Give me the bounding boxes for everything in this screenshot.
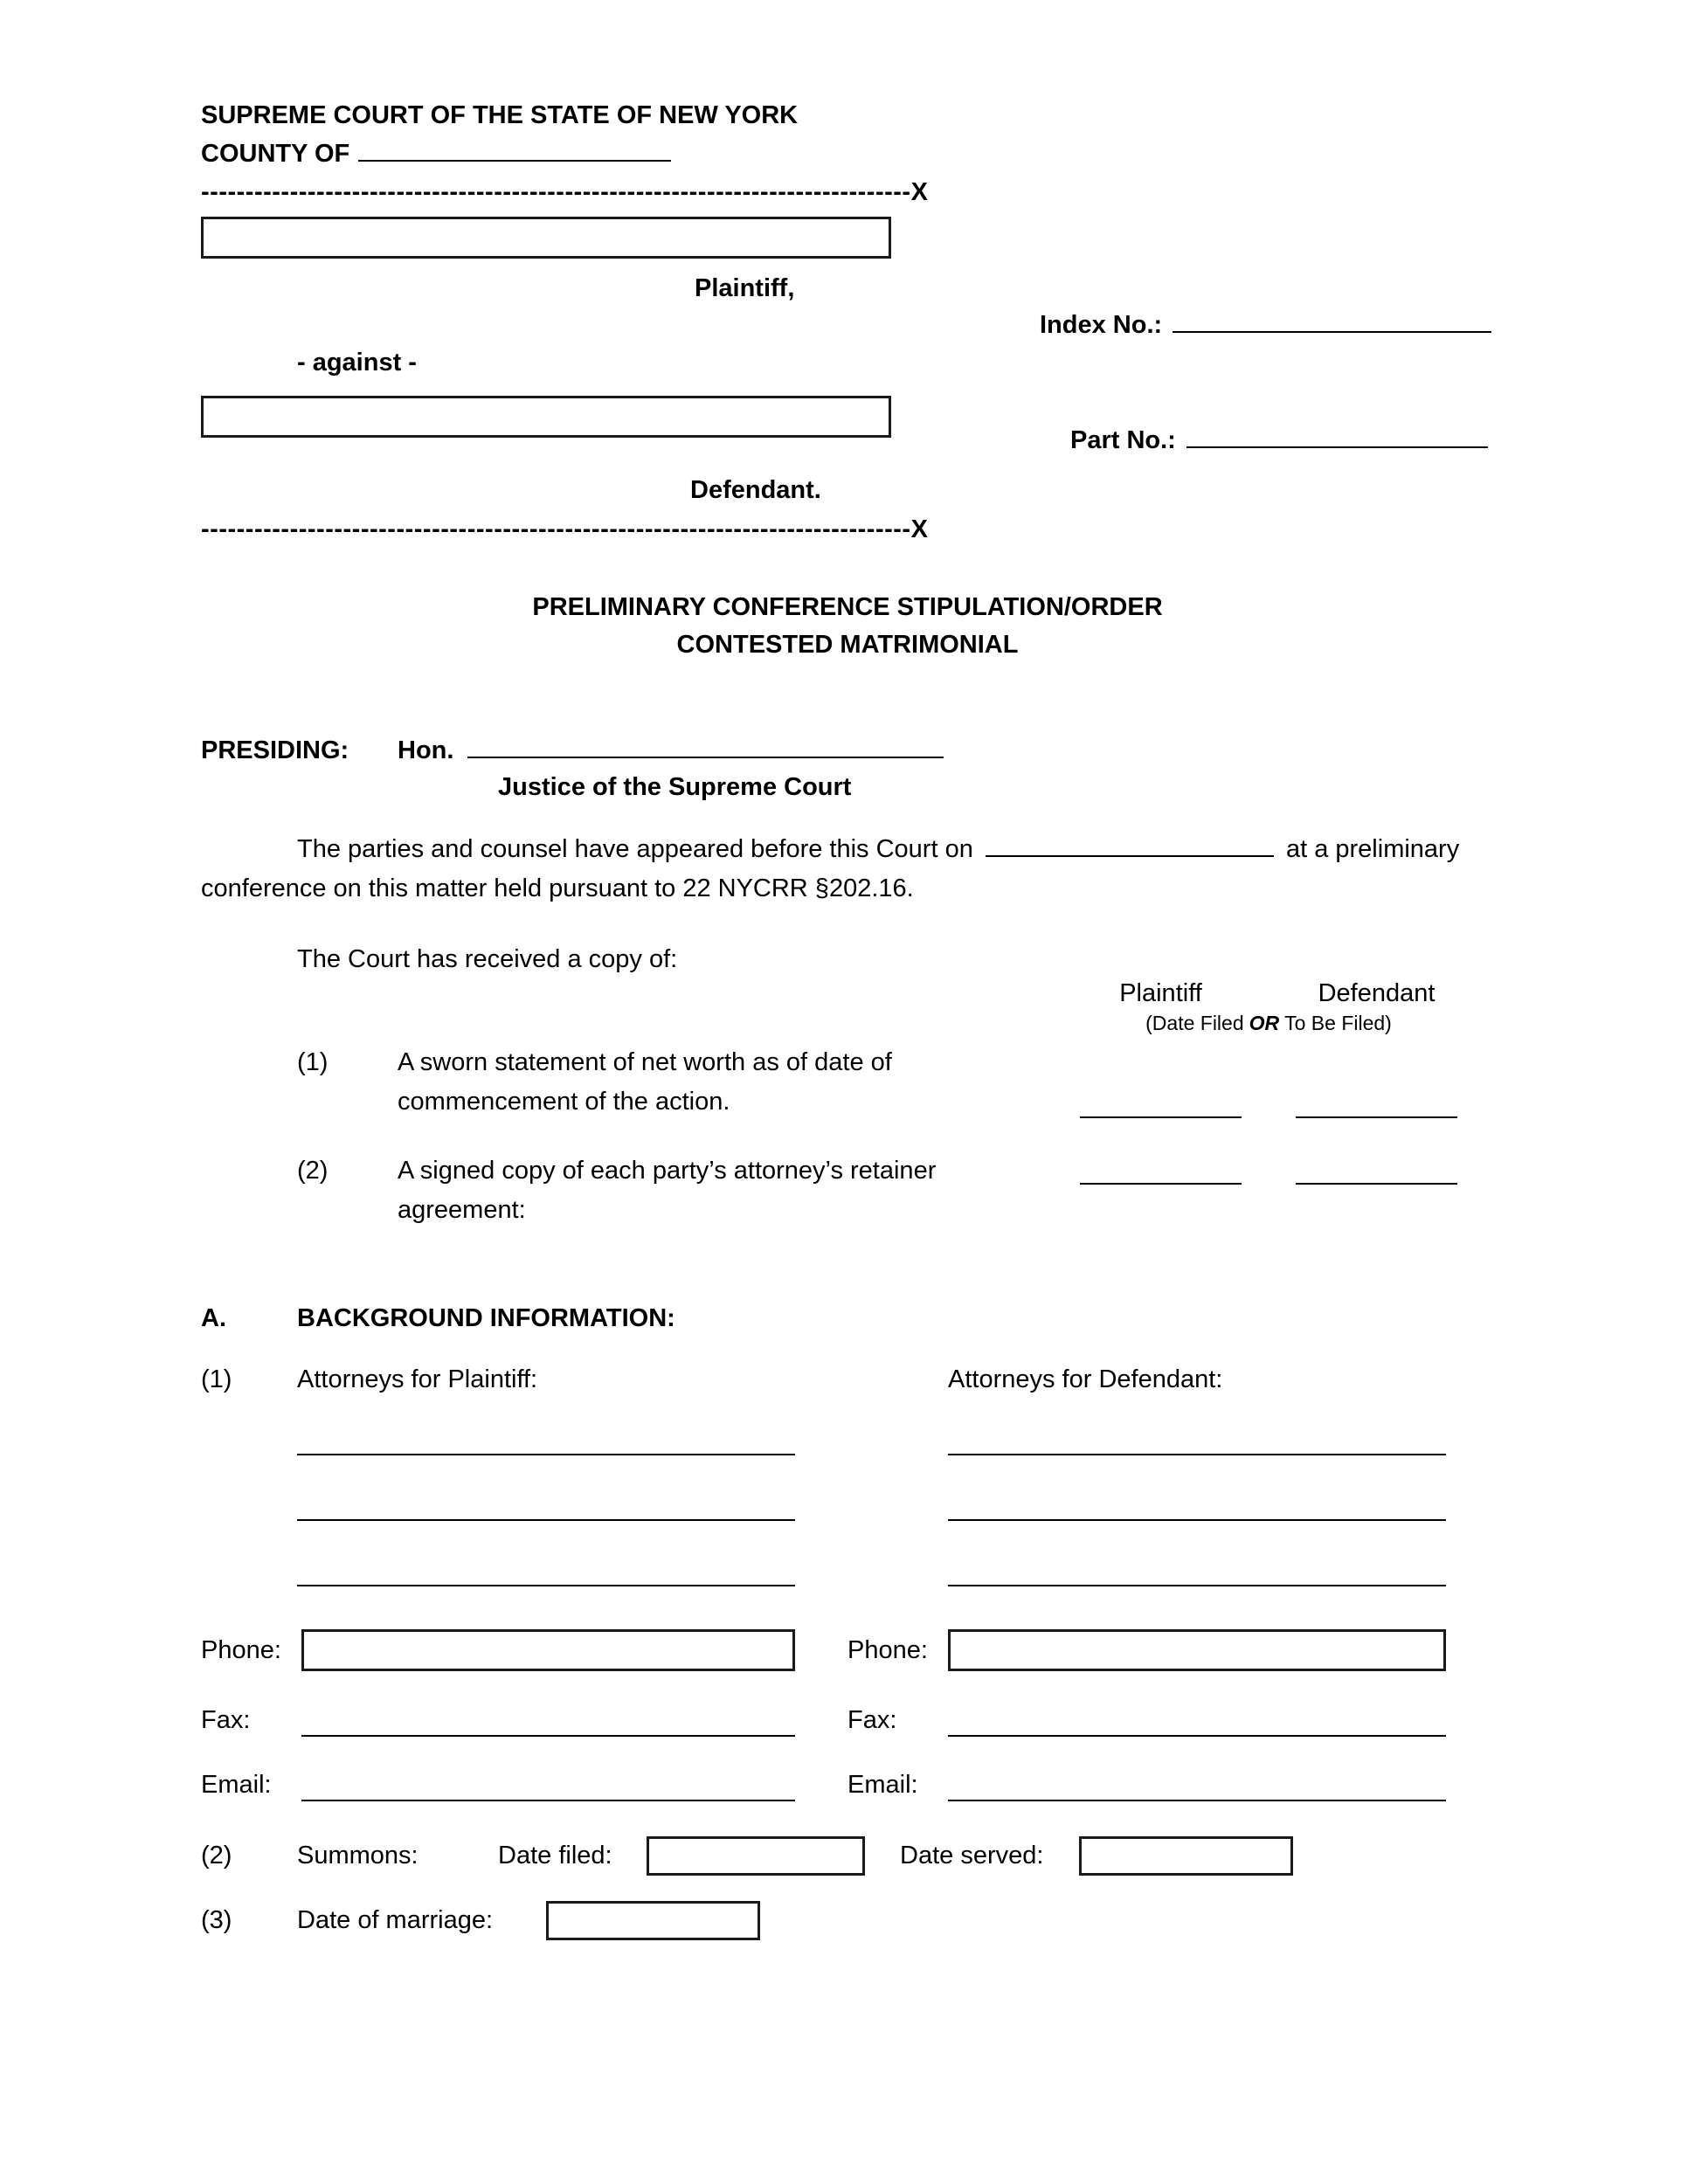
fax-row xyxy=(201,1704,1494,1737)
note-pre: (Date Filed xyxy=(1145,1012,1244,1034)
attorneys-plaintiff-label: Attorneys for Plaintiff: xyxy=(297,1365,538,1393)
item-number: (2) xyxy=(297,1157,329,1185)
attorneys-defendant-label: Attorneys for Defendant: xyxy=(948,1365,1223,1393)
presiding-line xyxy=(201,732,1494,769)
doc-title-line2: CONTESTED MATRIMONIAL xyxy=(676,631,1019,659)
section-a-title: BACKGROUND INFORMATION: xyxy=(297,1304,675,1332)
appearance-date-blank xyxy=(986,832,1274,857)
address-gap xyxy=(795,1429,948,1455)
plaintiff-name-field[interactable] xyxy=(201,217,891,259)
attorney-address-line-1 xyxy=(201,1429,1494,1455)
attorneys-row xyxy=(201,1361,1494,1398)
fax-blank-plaintiff xyxy=(301,1707,795,1737)
intro-text-after: at a preliminary conference on this matter held pursuant to 22 NYCRR §202.16. xyxy=(201,835,1460,902)
summons-date-filed-field[interactable] xyxy=(647,1836,865,1876)
item-text: A signed copy of each party’s attorney’s retainer agreement: xyxy=(398,1157,937,1224)
date-filed-note xyxy=(1080,1010,1457,1036)
received-item-2 xyxy=(201,1151,1494,1230)
plaintiff-date-blank xyxy=(1080,1158,1242,1185)
section-a-heading xyxy=(201,1300,1494,1337)
item-number: (1) xyxy=(201,1365,232,1393)
col-header-plaintiff: Plaintiff xyxy=(1119,979,1202,1007)
date-served-label: Date served: xyxy=(900,1841,1044,1870)
phone-label: Phone: xyxy=(201,1635,281,1664)
item-1-date-blanks xyxy=(1080,1092,1457,1118)
marriage-row xyxy=(201,1899,1494,1941)
court-name: SUPREME COURT OF THE STATE OF NEW YORK xyxy=(201,101,799,129)
defendant-label: Defendant. xyxy=(690,476,821,504)
item-text: A sworn statement of net worth as of date of commencement of the action. xyxy=(398,1048,892,1116)
intro-paragraph xyxy=(201,830,1494,909)
index-no-line xyxy=(1040,308,1491,340)
plaintiff-date-blank xyxy=(1080,1092,1242,1118)
part-no-blank xyxy=(1186,423,1488,448)
phone-row xyxy=(201,1628,1494,1672)
plaintiff-attorney-address-blank xyxy=(297,1560,795,1586)
justice-title: Justice of the Supreme Court xyxy=(498,773,852,801)
county-label: COUNTY OF xyxy=(201,140,350,168)
address-gap xyxy=(795,1495,948,1521)
plaintiff-attorney-address-blank xyxy=(297,1429,795,1455)
marriage-date-field[interactable] xyxy=(546,1901,760,1940)
date-of-marriage-label: Date of marriage: xyxy=(297,1905,494,1934)
email-blank-defendant xyxy=(948,1772,1446,1801)
plaintiff-attorney-address-blank xyxy=(297,1495,795,1521)
note-or: OR xyxy=(1249,1012,1280,1034)
fax-label: Fax: xyxy=(847,1706,897,1734)
county-blank xyxy=(358,136,671,162)
received-item-1 xyxy=(201,1043,1494,1122)
hon-label: Hon. xyxy=(398,736,454,764)
received-column-headers xyxy=(1080,977,1457,1036)
note-post: To Be Filed) xyxy=(1284,1012,1392,1034)
index-no-label: Index No.: xyxy=(1040,311,1163,339)
presiding-judge-blank xyxy=(467,733,944,758)
attorney-address-line-3 xyxy=(201,1560,1494,1586)
col-header-defendant: Defendant xyxy=(1318,979,1435,1007)
part-no-label: Part No.: xyxy=(1070,426,1176,454)
plaintiff-label: Plaintiff, xyxy=(695,274,795,302)
email-label: Email: xyxy=(201,1771,272,1799)
fax-blank-defendant xyxy=(948,1707,1446,1737)
county-line xyxy=(201,135,1494,175)
email-label: Email: xyxy=(847,1771,918,1799)
item-number: (1) xyxy=(297,1048,329,1076)
index-no-blank xyxy=(1173,308,1491,333)
defendant-name-field[interactable] xyxy=(201,396,891,438)
item-number: (3) xyxy=(201,1905,232,1934)
case-caption xyxy=(201,98,1494,547)
summons-row xyxy=(201,1835,1494,1876)
section-a-letter: A. xyxy=(201,1304,226,1332)
defendant-date-blank xyxy=(1296,1092,1457,1118)
date-filed-label: Date filed: xyxy=(498,1841,612,1870)
presiding-label: PRESIDING: xyxy=(201,736,349,764)
defendant-date-blank xyxy=(1296,1158,1457,1185)
intro-text-before: The parties and counsel have appeared before this Court on xyxy=(297,835,973,863)
fax-label: Fax: xyxy=(201,1706,251,1734)
item-number: (2) xyxy=(201,1841,232,1870)
phone-field-plaintiff[interactable] xyxy=(301,1629,795,1671)
item-2-date-blanks xyxy=(1080,1158,1457,1185)
defendant-attorney-address-blank xyxy=(948,1560,1446,1586)
summons-date-served-field[interactable] xyxy=(1079,1836,1293,1876)
defendant-attorney-address-blank xyxy=(948,1495,1446,1521)
phone-field-defendant[interactable] xyxy=(948,1629,1446,1671)
part-no-line xyxy=(1070,423,1488,455)
address-gap xyxy=(795,1560,948,1586)
received-lead: The Court has received a copy of: xyxy=(297,945,678,973)
caption-divider-top: --------------------------------------------------------------------------------X xyxy=(201,178,929,206)
defendant-attorney-address-blank xyxy=(948,1429,1446,1455)
caption-divider-bottom: --------------------------------------------------------------------------------X xyxy=(201,515,929,543)
doc-title-line1: PRELIMINARY CONFERENCE STIPULATION/ORDER xyxy=(532,593,1163,621)
email-row xyxy=(201,1768,1494,1801)
attorney-address-line-2 xyxy=(201,1495,1494,1521)
phone-label: Phone: xyxy=(847,1635,928,1664)
document-title xyxy=(201,589,1494,664)
against-label: - against - xyxy=(297,349,417,377)
email-blank-plaintiff xyxy=(301,1772,795,1801)
summons-label: Summons: xyxy=(297,1841,419,1870)
